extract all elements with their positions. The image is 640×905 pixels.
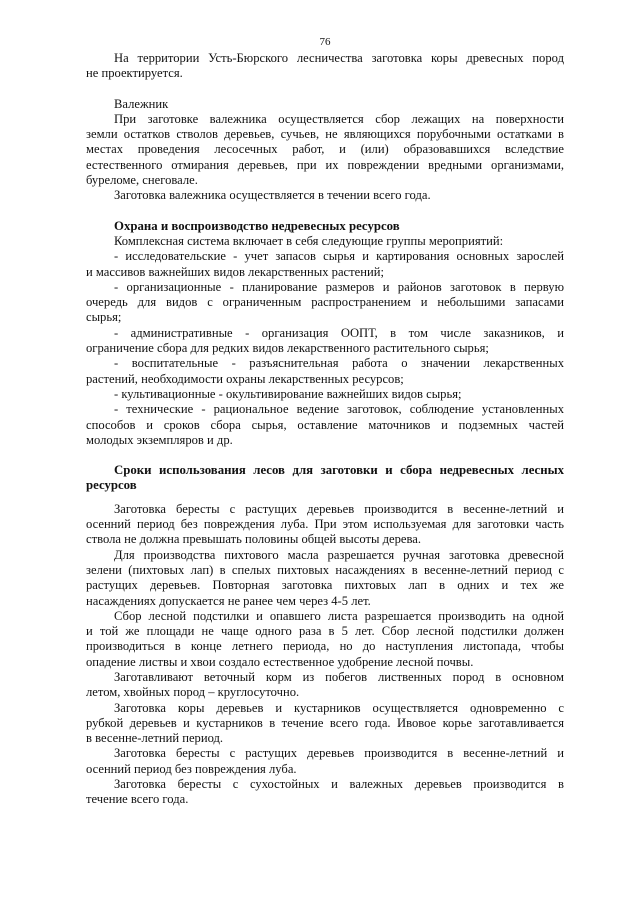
protection-intro — [86, 234, 564, 249]
list-item — [86, 356, 564, 387]
text-line: опадение листвы и хвои создало естественное удобрение лесной почвы. — [86, 654, 474, 669]
text-line: - культивационные - окультивирование важнейших видов сырья; — [114, 386, 462, 401]
text-line: ограничение сбора для редких видов лекарственного растительного сырья; — [86, 341, 489, 356]
measures-list — [86, 249, 564, 448]
paragraph — [86, 670, 564, 701]
text-line: земли остатков стволов деревьев, сучьев, не являющихся порубочными остатками в — [86, 127, 564, 142]
text-line: в весенне-летний период. — [86, 731, 224, 746]
text-line: - воспитательные - разъяснительная работа о значении лекарственных — [114, 356, 564, 371]
text-line: способов и сроков сбора сырья, оставление маточников и подземных частей — [86, 417, 564, 432]
text-line: растений, необходимости охраны лекарственных ресурсов; — [86, 371, 404, 386]
text-line: летом, хвойных пород – круглосуточно. — [86, 685, 300, 700]
text-line: Заготовка коры деревьев и кустарников осуществляется одновременно с — [114, 700, 564, 715]
text-line: При заготовке валежника осуществляется сбор лежащих на поверхности — [114, 111, 564, 126]
heading-line: Сроки использования лесов для заготовки и сбора недревесных лесных — [114, 463, 564, 478]
text-line: и той же площади не чаще одного раза в 5 лет. Сбор лесной подстилки должен — [86, 624, 564, 639]
page-number: 76 — [319, 36, 331, 48]
list-item — [86, 249, 564, 280]
text-line: Сбор лесной подстилки и опавшего листа разрешается производить на одной — [114, 608, 564, 623]
text-line: осенний период без повреждения луба. — [86, 761, 297, 776]
text-line: молодых экземпляров и др. — [86, 432, 233, 447]
paragraph — [86, 609, 564, 670]
section-heading-terms — [86, 463, 564, 494]
text-line: растущих деревьев. Повторная заготовка пихтовых лап в одних и тех же — [86, 578, 564, 593]
list-item — [86, 280, 564, 326]
list-item — [86, 402, 564, 448]
text-line: Для производства пихтового масла разрешается ручная заготовка древесной — [114, 547, 564, 562]
paragraph — [86, 777, 564, 808]
text-line: сырья; — [86, 310, 122, 325]
text-line: производиться в конце летнего периода, но до наступления листопада, чтобы — [86, 639, 564, 654]
document-page — [86, 36, 564, 808]
text-line: Заготовка бересты с сухостойных и валежных деревьев производится в — [114, 777, 564, 792]
text-line: - исследовательские - учет запасов сырья и картирования основных зарослей — [114, 249, 564, 264]
list-item — [86, 326, 564, 357]
terms-paragraphs — [86, 502, 564, 808]
text-line: - административные - организация ООПТ, в том числе заказников, и — [114, 325, 564, 340]
text-line: - организационные - планирование размеров и районов заготовок в первую — [114, 279, 564, 294]
text-line: Заготовка валежника осуществляется в течении всего года. — [114, 188, 431, 203]
text-line: осенний период без повреждения луба. При этом используемая для заготовки часть — [86, 517, 564, 532]
paragraph — [86, 502, 564, 548]
text-line: местах проведения лесосечных работ, и (или) образовавшихся вследствие — [86, 142, 564, 157]
text-line: Заготовка бересты с растущих деревьев производится в весенне-летний и — [114, 746, 564, 761]
text-line: Заготавливают веточный корм из побегов лиственных пород в основном — [114, 669, 564, 684]
list-item — [86, 387, 564, 402]
text-line: зелени (пихтовых лап) в спелых пихтовых насаждениях в весенне-летний период с — [86, 562, 564, 577]
text-line: рубкой деревьев и кустарников в течение всего года. Ивовое корье заготавливается — [86, 715, 564, 730]
section-heading-protection: Охрана и воспроизводство недревесных ресурсов — [114, 218, 400, 233]
intro-paragraph — [86, 51, 564, 82]
paragraph — [86, 746, 564, 777]
text-line: не проектируется. — [86, 66, 183, 81]
text-line: буреломе, снеговале. — [86, 173, 198, 188]
paragraph — [86, 548, 564, 609]
text-line: естественного отмирания деревьев, при их повреждении вредными организмами, — [86, 157, 564, 172]
deadwood-paragraph — [86, 112, 564, 188]
text-line: и массивов важнейших видов лекарственных растений; — [86, 264, 384, 279]
paragraph — [86, 701, 564, 747]
text-line: На территории Усть-Бюрского лесничества заготовка коры древесных пород — [114, 51, 564, 65]
text-line: ствола не должна превышать половины общей высоты дерева. — [86, 532, 421, 547]
text-line: Комплексная система включает в себя следующие группы мероприятий: — [114, 233, 504, 248]
text-line: Заготовка бересты с растущих деревьев производится в весенне-летний и — [114, 501, 564, 516]
deadwood-heading: Валежник — [114, 96, 169, 111]
text-line: течение всего года. — [86, 792, 189, 807]
text-line: - технические - рациональное ведение заготовок, соблюдение установленных — [114, 402, 564, 417]
text-line: очередь для видов с ограниченным распространением и небольшими запасами — [86, 295, 564, 310]
text-line: насаждениях допускается не ранее чем через 4-5 лет. — [86, 593, 371, 608]
deadwood-period — [86, 188, 564, 203]
heading-line: ресурсов — [86, 478, 137, 493]
